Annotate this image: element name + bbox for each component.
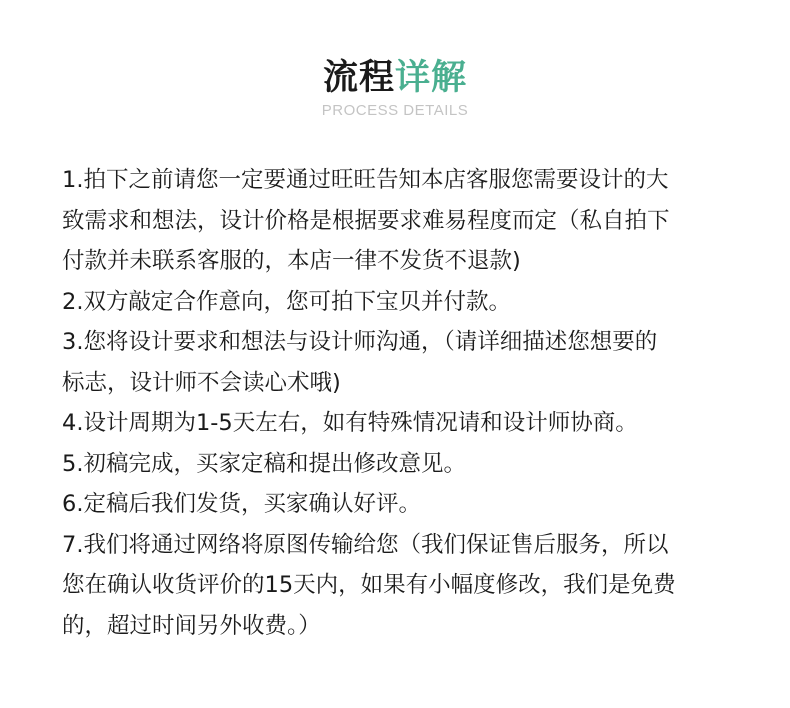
- text-line: 5.初稿完成，买家定稿和提出修改意见。: [62, 450, 466, 477]
- title-part-dark: 流程: [322, 58, 395, 98]
- text-line: 致需求和想法，设计价格是根据要求难易程度而定（私自拍下: [62, 207, 670, 234]
- text-line: 2.双方敲定合作意向，您可拍下宝贝并付款。: [62, 288, 511, 315]
- text-line: 的，超过时间另外收费。）: [62, 612, 321, 639]
- text-line: 7.我们将通过网络将原图传输给您（我们保证售后服务，所以: [62, 531, 669, 558]
- text-line: 3.您将设计要求和想法与设计师沟通，（请详细描述您想要的: [62, 329, 658, 355]
- page-title: [0, 56, 790, 100]
- text-line: 付款并未联系客服的，本店一律不发货不退款): [62, 248, 521, 274]
- page-subtitle: PROCESS DETAILS: [321, 102, 469, 119]
- text-line: 4.设计周期为1-5天左右，如有特殊情况请和设计师协商。: [62, 410, 638, 436]
- text-line: 6.定稿后我们发货，买家确认好评。: [62, 491, 421, 517]
- text-line: 标志，设计师不会读心术哦): [62, 369, 341, 396]
- process-steps-text: [62, 160, 732, 646]
- text-line: 您在确认收货评价的15天内，如果有小幅度修改，我们是免费: [62, 572, 676, 598]
- title-part-accent: 详解: [395, 58, 468, 98]
- text-line: 1.拍下之前请您一定要通过旺旺告知本店客服您需要设计的大: [62, 167, 669, 193]
